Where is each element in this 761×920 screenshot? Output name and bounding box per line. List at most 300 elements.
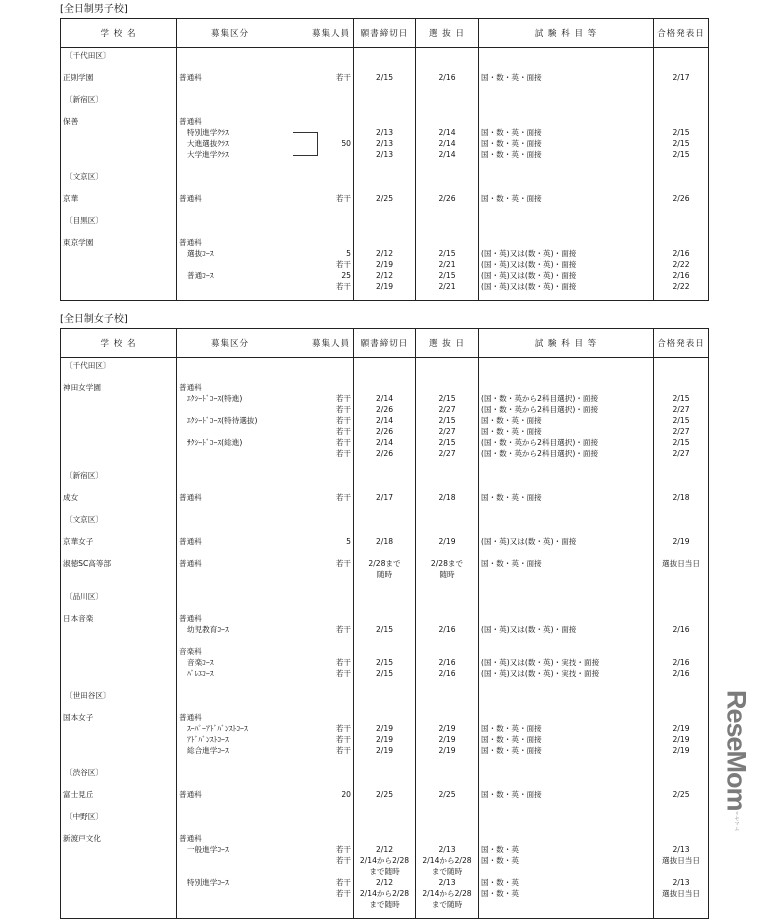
result-date xyxy=(653,160,708,182)
exam-subjects: 国・数・英・面接 xyxy=(478,723,653,734)
exam-date: 2/15 xyxy=(415,393,478,404)
exam-date: 2/13 xyxy=(415,844,478,855)
district-row xyxy=(61,503,708,525)
dept-cell xyxy=(176,679,353,701)
course-name: 普通ｺｰｽ xyxy=(187,271,214,280)
deadline: 2/15 xyxy=(353,61,415,83)
school-cell xyxy=(61,149,176,160)
recruit-count: 若干 xyxy=(335,746,351,755)
district-name: 〔千代田区〕 xyxy=(65,361,111,370)
school-cell xyxy=(61,657,176,668)
school-cell xyxy=(61,723,176,734)
schedule-table xyxy=(60,328,709,919)
exam-date xyxy=(415,635,478,657)
result-date: 2/27 xyxy=(653,404,708,415)
dept-cell xyxy=(176,503,353,525)
deadline: 2/14から2/28 まで随時 xyxy=(353,888,415,918)
dept-cell xyxy=(176,822,353,844)
recruit-count: 若干 xyxy=(335,427,351,436)
dept-cell xyxy=(176,877,353,888)
table-row xyxy=(61,525,708,547)
deadline: 2/15 xyxy=(353,668,415,679)
dept-cell xyxy=(176,127,353,138)
deadline: 2/14 xyxy=(353,393,415,404)
course-name: ｴｸｼｰﾄﾞｺｰｽ(特進) xyxy=(187,394,243,403)
exam-date: 2/19 xyxy=(415,525,478,547)
recruit-count: 若干 xyxy=(335,438,351,447)
exam-date: 2/27 xyxy=(415,404,478,415)
result-date: 2/27 xyxy=(653,448,708,459)
district-row xyxy=(61,83,708,105)
deadline xyxy=(353,679,415,701)
district-name: 〔世田谷区〕 xyxy=(65,691,111,700)
result-date: 2/15 xyxy=(653,138,708,149)
school-cell: 正則学園 xyxy=(63,73,94,82)
recruit-count: 若干 xyxy=(335,889,351,898)
exam-date xyxy=(415,48,478,61)
district-name: 〔千代田区〕 xyxy=(65,51,111,60)
result-date: 2/18 xyxy=(653,481,708,503)
school-cell xyxy=(61,281,176,300)
exam-date: 2/21 xyxy=(415,259,478,270)
result-date: 2/15 xyxy=(653,393,708,404)
table-row xyxy=(61,149,708,160)
deadline xyxy=(353,822,415,844)
district-name: 〔新宿区〕 xyxy=(65,471,103,480)
deadline: 2/25 xyxy=(353,182,415,204)
school-cell: 国本女子 xyxy=(63,713,94,722)
school-cell: 新渡戸文化 xyxy=(63,834,101,843)
deadline: 2/15 xyxy=(353,657,415,668)
deadline: 2/18 xyxy=(353,525,415,547)
section-title: [全日制男子校] xyxy=(60,4,128,15)
dept-name: 普通科 xyxy=(179,238,202,247)
recruit-count: 若干 xyxy=(335,493,351,502)
school-cell xyxy=(61,745,176,756)
result-date xyxy=(653,580,708,602)
table-row xyxy=(61,426,708,437)
header-deadline: 願書締切日 xyxy=(353,329,415,358)
recruit-count: 若干 xyxy=(335,194,351,203)
exam-subjects xyxy=(478,83,653,105)
deadline: 2/26 xyxy=(353,448,415,459)
school-cell xyxy=(61,844,176,855)
result-date xyxy=(653,701,708,723)
header-exam: 選 抜 日 xyxy=(415,329,478,358)
exam-date xyxy=(415,83,478,105)
deadline xyxy=(353,800,415,822)
dept-cell xyxy=(176,138,353,149)
header-subjects: 試 験 科 目 等 xyxy=(478,19,653,48)
table-row xyxy=(61,701,708,723)
school-cell xyxy=(61,248,176,259)
exam-subjects: (国・数・英から2科目選択)・面接 xyxy=(478,404,653,415)
dept-name: 普通科 xyxy=(179,790,202,799)
exam-date xyxy=(415,459,478,481)
school-cell: 保善 xyxy=(63,117,79,126)
table-row xyxy=(61,437,708,448)
recruit-count: 若干 xyxy=(335,559,351,568)
dept-cell xyxy=(176,281,353,300)
table-row xyxy=(61,602,708,624)
school-cell xyxy=(61,448,176,459)
deadline xyxy=(353,160,415,182)
school-cell xyxy=(61,404,176,415)
dept-cell xyxy=(176,270,353,281)
watermark-subtext: リセマム xyxy=(733,810,740,831)
deadline: 2/19 xyxy=(353,745,415,756)
exam-subjects xyxy=(478,800,653,822)
result-date: 2/16 xyxy=(653,657,708,668)
exam-subjects xyxy=(478,679,653,701)
school-cell xyxy=(61,888,176,918)
exam-subjects: 国・数・英 xyxy=(478,855,653,877)
dept-cell xyxy=(176,226,353,248)
school-cell xyxy=(61,415,176,426)
school-cell xyxy=(61,734,176,745)
exam-subjects: 国・数・英・面接 xyxy=(478,547,653,580)
dept-cell xyxy=(176,160,353,182)
exam-subjects: 国・数・英・面接 xyxy=(478,778,653,800)
recruit-count: 若干 xyxy=(335,735,351,744)
district-row xyxy=(61,358,708,371)
school-cell: 成女 xyxy=(63,493,79,502)
dept-cell xyxy=(176,371,353,393)
dept-cell xyxy=(176,635,353,657)
dept-cell xyxy=(176,525,353,547)
table-row xyxy=(61,734,708,745)
dept-name: 普通科 xyxy=(179,713,202,722)
exam-date: 2/27 xyxy=(415,426,478,437)
school-cell: 東京学園 xyxy=(63,238,94,247)
dept-cell xyxy=(176,48,353,61)
recruit-count: 若干 xyxy=(335,394,351,403)
school-cell xyxy=(61,855,176,877)
dept-cell xyxy=(176,701,353,723)
result-date xyxy=(653,756,708,778)
result-date: 2/16 xyxy=(653,270,708,281)
district-name: 〔中野区〕 xyxy=(65,812,103,821)
exam-date: 2/21 xyxy=(415,281,478,300)
exam-subjects xyxy=(478,602,653,624)
exam-subjects xyxy=(478,371,653,393)
table-row xyxy=(61,259,708,270)
dept-cell xyxy=(176,602,353,624)
exam-date: 2/14 xyxy=(415,149,478,160)
deadline: 2/14 xyxy=(353,415,415,426)
exam-subjects xyxy=(478,459,653,481)
table-row xyxy=(61,270,708,281)
table-row xyxy=(61,371,708,393)
dept-cell xyxy=(176,888,353,918)
exam-subjects: 国・数・英・面接 xyxy=(478,426,653,437)
recruit-count: 若干 xyxy=(335,416,351,425)
deadline xyxy=(353,756,415,778)
dept-cell xyxy=(176,61,353,83)
deadline: 2/12 xyxy=(353,248,415,259)
dept-cell xyxy=(176,800,353,822)
exam-date: 2/19 xyxy=(415,745,478,756)
exam-date xyxy=(415,503,478,525)
exam-subjects xyxy=(478,503,653,525)
table-row xyxy=(61,415,708,426)
table-row xyxy=(61,635,708,657)
course-name: 選抜ｺｰｽ xyxy=(187,249,214,258)
exam-date xyxy=(415,701,478,723)
deadline xyxy=(353,701,415,723)
header-count: 募集人員 xyxy=(311,339,350,349)
table-row xyxy=(61,745,708,756)
course-name: ｽｰﾊﾟｰｱﾄﾞﾊﾞﾝｽﾄｺｰｽ xyxy=(187,724,248,733)
exam-subjects: (国・英)又は(数・英)・面接 xyxy=(478,259,653,270)
table-row xyxy=(61,822,708,844)
dept-cell xyxy=(176,657,353,668)
recruit-count: 5 xyxy=(346,249,351,258)
result-date: 2/15 xyxy=(653,437,708,448)
dept-name: 普通科 xyxy=(179,194,202,203)
course-name: 特別進学ｺｰｽ xyxy=(187,878,229,887)
exam-subjects: (国・英)又は(数・英)・面接 xyxy=(478,248,653,259)
resemom-watermark-logo: ReseMom xyxy=(721,690,752,811)
exam-subjects: 国・数・英 xyxy=(478,844,653,855)
deadline: 2/19 xyxy=(353,734,415,745)
school-cell xyxy=(61,259,176,270)
exam-subjects xyxy=(478,756,653,778)
dept-cell xyxy=(176,415,353,426)
result-date: 2/25 xyxy=(653,778,708,800)
exam-subjects: (国・英)又は(数・英)・面接 xyxy=(478,281,653,300)
exam-subjects: 国・数・英 xyxy=(478,877,653,888)
deadline xyxy=(353,226,415,248)
exam-date xyxy=(415,756,478,778)
school-cell xyxy=(61,437,176,448)
exam-subjects xyxy=(478,635,653,657)
table-row xyxy=(61,624,708,635)
school-cell xyxy=(61,270,176,281)
table-row xyxy=(61,138,708,149)
exam-date xyxy=(415,679,478,701)
district-row xyxy=(61,756,708,778)
exam-date xyxy=(415,800,478,822)
exam-subjects: 国・数・英・面接 xyxy=(478,481,653,503)
deadline xyxy=(353,371,415,393)
table-row xyxy=(61,844,708,855)
course-name: 一般進学ｺｰｽ xyxy=(187,845,229,854)
table-row xyxy=(61,855,708,877)
exam-date: 2/16 xyxy=(415,657,478,668)
header-subjects: 試 験 科 目 等 xyxy=(478,329,653,358)
school-cell xyxy=(61,635,176,657)
deadline xyxy=(353,503,415,525)
exam-date xyxy=(415,226,478,248)
deadline xyxy=(353,48,415,61)
deadline: 2/13 xyxy=(353,149,415,160)
table-row xyxy=(61,888,708,918)
school-cell: 神田女学園 xyxy=(63,383,101,392)
school-cell xyxy=(61,668,176,679)
table-header xyxy=(61,19,708,48)
exam-subjects xyxy=(478,160,653,182)
district-name: 〔品川区〕 xyxy=(65,592,103,601)
district-name: 〔渋谷区〕 xyxy=(65,768,103,777)
dept-name: 普通科 xyxy=(179,73,202,82)
result-date: 選抜日当日 xyxy=(653,855,708,877)
exam-subjects xyxy=(478,358,653,371)
exam-subjects: (国・英)又は(数・英)・面接 xyxy=(478,525,653,547)
result-date: 2/22 xyxy=(653,281,708,300)
school-cell xyxy=(61,877,176,888)
recruit-count: 若干 xyxy=(335,405,351,414)
exam-subjects: (国・英)又は(数・英)・面接 xyxy=(478,270,653,281)
dept-cell xyxy=(176,437,353,448)
table-row xyxy=(61,404,708,415)
exam-date xyxy=(415,580,478,602)
deadline: 2/12 xyxy=(353,877,415,888)
result-date: 2/17 xyxy=(653,61,708,83)
deadline xyxy=(353,635,415,657)
dept-cell xyxy=(176,844,353,855)
exam-date: 2/18 xyxy=(415,481,478,503)
dept-name: 普通科 xyxy=(179,383,202,392)
deadline: 2/14 xyxy=(353,437,415,448)
result-date: 2/15 xyxy=(653,415,708,426)
deadline: 2/12 xyxy=(353,844,415,855)
section-title: [全日制女子校] xyxy=(60,314,128,325)
result-date: 2/15 xyxy=(653,149,708,160)
exam-date xyxy=(415,822,478,844)
exam-date: 2/15 xyxy=(415,270,478,281)
deadline: 2/14から2/28 まで随時 xyxy=(353,855,415,877)
recruit-count: 若干 xyxy=(335,625,351,634)
exam-subjects: 国・数・英・面接 xyxy=(478,745,653,756)
result-date xyxy=(653,459,708,481)
dept-name: 音楽科 xyxy=(179,647,202,656)
exam-date: 2/15 xyxy=(415,248,478,259)
recruit-count: 25 xyxy=(341,271,351,280)
result-date xyxy=(653,83,708,105)
exam-date xyxy=(415,371,478,393)
recruit-count: 50 xyxy=(341,139,351,148)
recruit-count: 若干 xyxy=(335,878,351,887)
result-date: 2/13 xyxy=(653,877,708,888)
table-row xyxy=(61,248,708,259)
dept-cell xyxy=(176,481,353,503)
exam-date: 2/28まで 随時 xyxy=(415,547,478,580)
deadline xyxy=(353,602,415,624)
recruit-count: 若干 xyxy=(335,669,351,678)
deadline xyxy=(353,358,415,371)
course-name: 大進選抜ｸﾗｽ xyxy=(187,139,229,148)
deadline: 2/17 xyxy=(353,481,415,503)
recruit-count: 若干 xyxy=(335,449,351,458)
school-cell xyxy=(61,138,176,149)
header-dept-count xyxy=(176,19,353,48)
result-date: 2/13 xyxy=(653,844,708,855)
dept-cell xyxy=(176,426,353,437)
exam-subjects: (国・数・英から2科目選択)・面接 xyxy=(478,437,653,448)
result-date xyxy=(653,503,708,525)
dept-cell xyxy=(176,547,353,580)
exam-date: 2/26 xyxy=(415,182,478,204)
result-date: 2/15 xyxy=(653,127,708,138)
district-row xyxy=(61,160,708,182)
dept-name: 普通科 xyxy=(179,559,202,568)
deadline: 2/19 xyxy=(353,723,415,734)
district-row xyxy=(61,580,708,602)
dept-cell xyxy=(176,745,353,756)
recruit-count: 若干 xyxy=(335,845,351,854)
exam-subjects: (国・英)又は(数・英)・実技・面接 xyxy=(478,668,653,679)
dept-cell xyxy=(176,734,353,745)
exam-subjects xyxy=(478,204,653,226)
header-deadline: 願書締切日 xyxy=(353,19,415,48)
exam-subjects xyxy=(478,580,653,602)
result-date xyxy=(653,105,708,127)
district-name: 〔文京区〕 xyxy=(65,172,103,181)
result-date: 2/19 xyxy=(653,525,708,547)
result-date xyxy=(653,48,708,61)
dept-cell xyxy=(176,248,353,259)
result-date: 2/26 xyxy=(653,182,708,204)
exam-subjects: 国・数・英・面接 xyxy=(478,61,653,83)
header-dept: 募集区分 xyxy=(211,339,250,349)
recruit-count: 若干 xyxy=(335,856,351,865)
exam-subjects: 国・数・英・面接 xyxy=(478,149,653,160)
school-cell: 京華 xyxy=(63,194,79,203)
result-date xyxy=(653,602,708,624)
exam-date: 2/16 xyxy=(415,61,478,83)
table-row xyxy=(61,668,708,679)
course-name: ﾊﾞﾚｴｺｰｽ xyxy=(187,669,214,678)
table-row xyxy=(61,778,708,800)
exam-date xyxy=(415,602,478,624)
table-row xyxy=(61,448,708,459)
exam-date xyxy=(415,105,478,127)
table-row xyxy=(61,182,708,204)
header-count: 募集人員 xyxy=(311,29,350,39)
exam-subjects: 国・数・英 xyxy=(478,888,653,918)
table-row xyxy=(61,657,708,668)
exam-subjects: 国・数・英・面接 xyxy=(478,127,653,138)
exam-subjects: 国・数・英・面接 xyxy=(478,182,653,204)
exam-subjects: 国・数・英・面接 xyxy=(478,415,653,426)
result-date: 選抜日当日 xyxy=(653,888,708,918)
table-row xyxy=(61,127,708,138)
exam-date: 2/19 xyxy=(415,723,478,734)
dept-cell xyxy=(176,182,353,204)
district-row xyxy=(61,48,708,61)
result-date xyxy=(653,371,708,393)
district-row xyxy=(61,459,708,481)
table-row xyxy=(61,393,708,404)
exam-date: 2/16 xyxy=(415,668,478,679)
table-row xyxy=(61,481,708,503)
school-cell xyxy=(61,624,176,635)
deadline: 2/25 xyxy=(353,778,415,800)
dept-cell xyxy=(176,668,353,679)
result-date: 2/19 xyxy=(653,723,708,734)
course-name: 大学進学ｸﾗｽ xyxy=(187,150,229,159)
result-date: 選抜日当日 xyxy=(653,547,708,580)
admissions-document xyxy=(60,2,709,919)
dept-name: 普通科 xyxy=(179,493,202,502)
deadline: 2/13 xyxy=(353,138,415,149)
exam-subjects xyxy=(478,226,653,248)
school-cell: 京華女子 xyxy=(63,537,94,546)
exam-subjects: (国・数・英から2科目選択)・面接 xyxy=(478,448,653,459)
district-row xyxy=(61,204,708,226)
recruit-count: 若干 xyxy=(335,73,351,82)
